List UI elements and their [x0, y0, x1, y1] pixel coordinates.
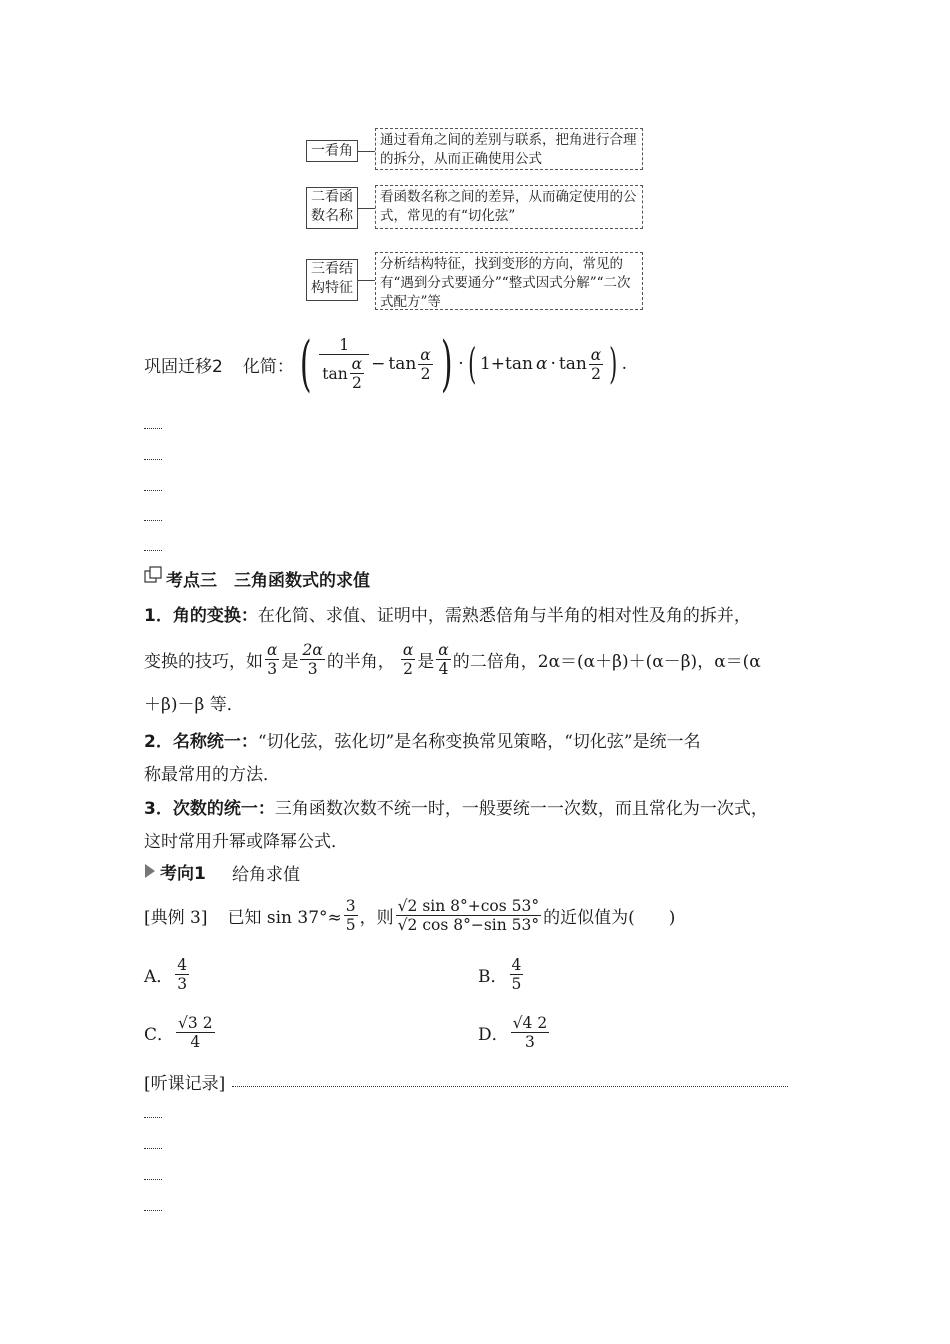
fraction-one-over-tan: 1 tan $\frac{\alpha}{2}$ [319, 336, 369, 392]
answer-line [144, 1148, 162, 1149]
answer-line [144, 459, 162, 460]
paragraph-1-line-2: 变换的技巧，如 $\frac{\alpha}{3}$ 是 $\frac{2\alpha}{3}$ 的半角， $\frac{\alpha}{2}$ 是 $\frac{\alpha}{4}$ 的二倍角，2α＝(α＋β)＋(α－β)，α＝(α [144, 640, 761, 678]
diagram-connector [358, 280, 375, 281]
left-paren: ( [467, 339, 476, 388]
paragraph-2-line-2: 称最常用的方法． [144, 765, 280, 785]
right-paren: ) [440, 329, 453, 399]
diagram-label-function: 二看函 数名称 [306, 187, 358, 229]
paragraph-3-line-1: 3．次数的统一：三角函数次数不统一时，一般要统一一次数，而且常化为一次式， [144, 799, 768, 819]
diagram-label-structure: 三看结 构特征 [306, 259, 358, 301]
paragraph-3-line-2: 这时常用升幂或降幂公式． [144, 832, 348, 852]
exercise-title: 巩固迁移2 [144, 356, 223, 377]
direction-title: 给角求值 [232, 865, 300, 885]
play-arrow-icon [144, 863, 156, 883]
option-c[interactable]: C． $\frac{√3 2}{4}$ [144, 1013, 213, 1051]
sqrt-symbol: √ [397, 896, 408, 915]
answer-line [144, 1117, 162, 1118]
example-question: [典例 3] 已知 sin 37°≈ $\frac{3}{5}$ ，则 $\frac{√2 \sin 8^\circ+\cos 53^\circ}{√2 \cos 8^\circ-\sin 53^\circ}$ 的近似值为( ) [144, 896, 676, 934]
diagram-connector [358, 208, 375, 209]
answer-line [144, 520, 162, 521]
direction-label: 考向1 [160, 864, 206, 884]
section-icon [144, 566, 162, 584]
play-arrow-icon [144, 863, 156, 879]
sqrt-symbol: √ [512, 1013, 523, 1032]
option-d[interactable]: D． $\frac{√4 2}{3}$ [478, 1013, 548, 1051]
sqrt-symbol: √ [178, 1013, 188, 1032]
diagram-connector [358, 151, 375, 152]
example-big-fraction: $\frac{√2 \sin 8^\circ+\cos 53^\circ}{√2 \cos 8^\circ-\sin 53^\circ}$ [397, 896, 540, 934]
answer-line [144, 428, 162, 429]
paragraph-1-line-3: ＋β)－β 等． [144, 695, 244, 715]
record-line[interactable] [232, 1086, 788, 1087]
diagram-box-function: 看函数名称之间的差异，从而确定使用的公式，常见的有“切化弦” [375, 185, 643, 229]
answer-line [144, 550, 162, 551]
option-a[interactable]: A． $\frac{4}{3}$ [144, 955, 188, 993]
exercise-line: 巩固迁移2 化简： ( 1 tan $\frac{\alpha}{2}$ − tan $\frac{\alpha}{2}$ ) · ( 1+ tan α · tan $\frac{\alpha}{2}$ ) . [144, 329, 628, 399]
answer-line [144, 490, 162, 491]
section-title: 考点三 三角函数式的求值 [166, 571, 370, 591]
answer-line [144, 1210, 162, 1211]
section-icon [144, 566, 162, 584]
right-paren: ) [609, 339, 618, 388]
diagram-box-angle: 通过看角之间的差别与联系，把角进行合理的拆分，从而正确使用公式 [375, 128, 643, 170]
paragraph-1-line-1: 1．角的变换：在化简、求值、证明中，需熟悉倍角与半角的相对性及角的拆并， [144, 606, 751, 626]
record-label: [听课记录] [144, 1074, 226, 1094]
diagram-label-angle: 一看角 [306, 140, 358, 162]
left-paren: ( [299, 329, 312, 399]
answer-line [144, 1179, 162, 1180]
diagram-box-structure: 分析结构特征，找到变形的方向，常见的有“遇到分式要通分”“整式因式分解”“二次式配方”等 [375, 252, 643, 310]
sqrt-symbol: √ [397, 915, 408, 934]
option-b[interactable]: B． $\frac{4}{5}$ [478, 955, 522, 993]
exercise-instruction: 化简： [242, 356, 294, 377]
paragraph-2-line-1: 2．名称统一：“切化弦，弦化切”是名称变换常见策略，“切化弦”是统一名 [144, 732, 701, 752]
